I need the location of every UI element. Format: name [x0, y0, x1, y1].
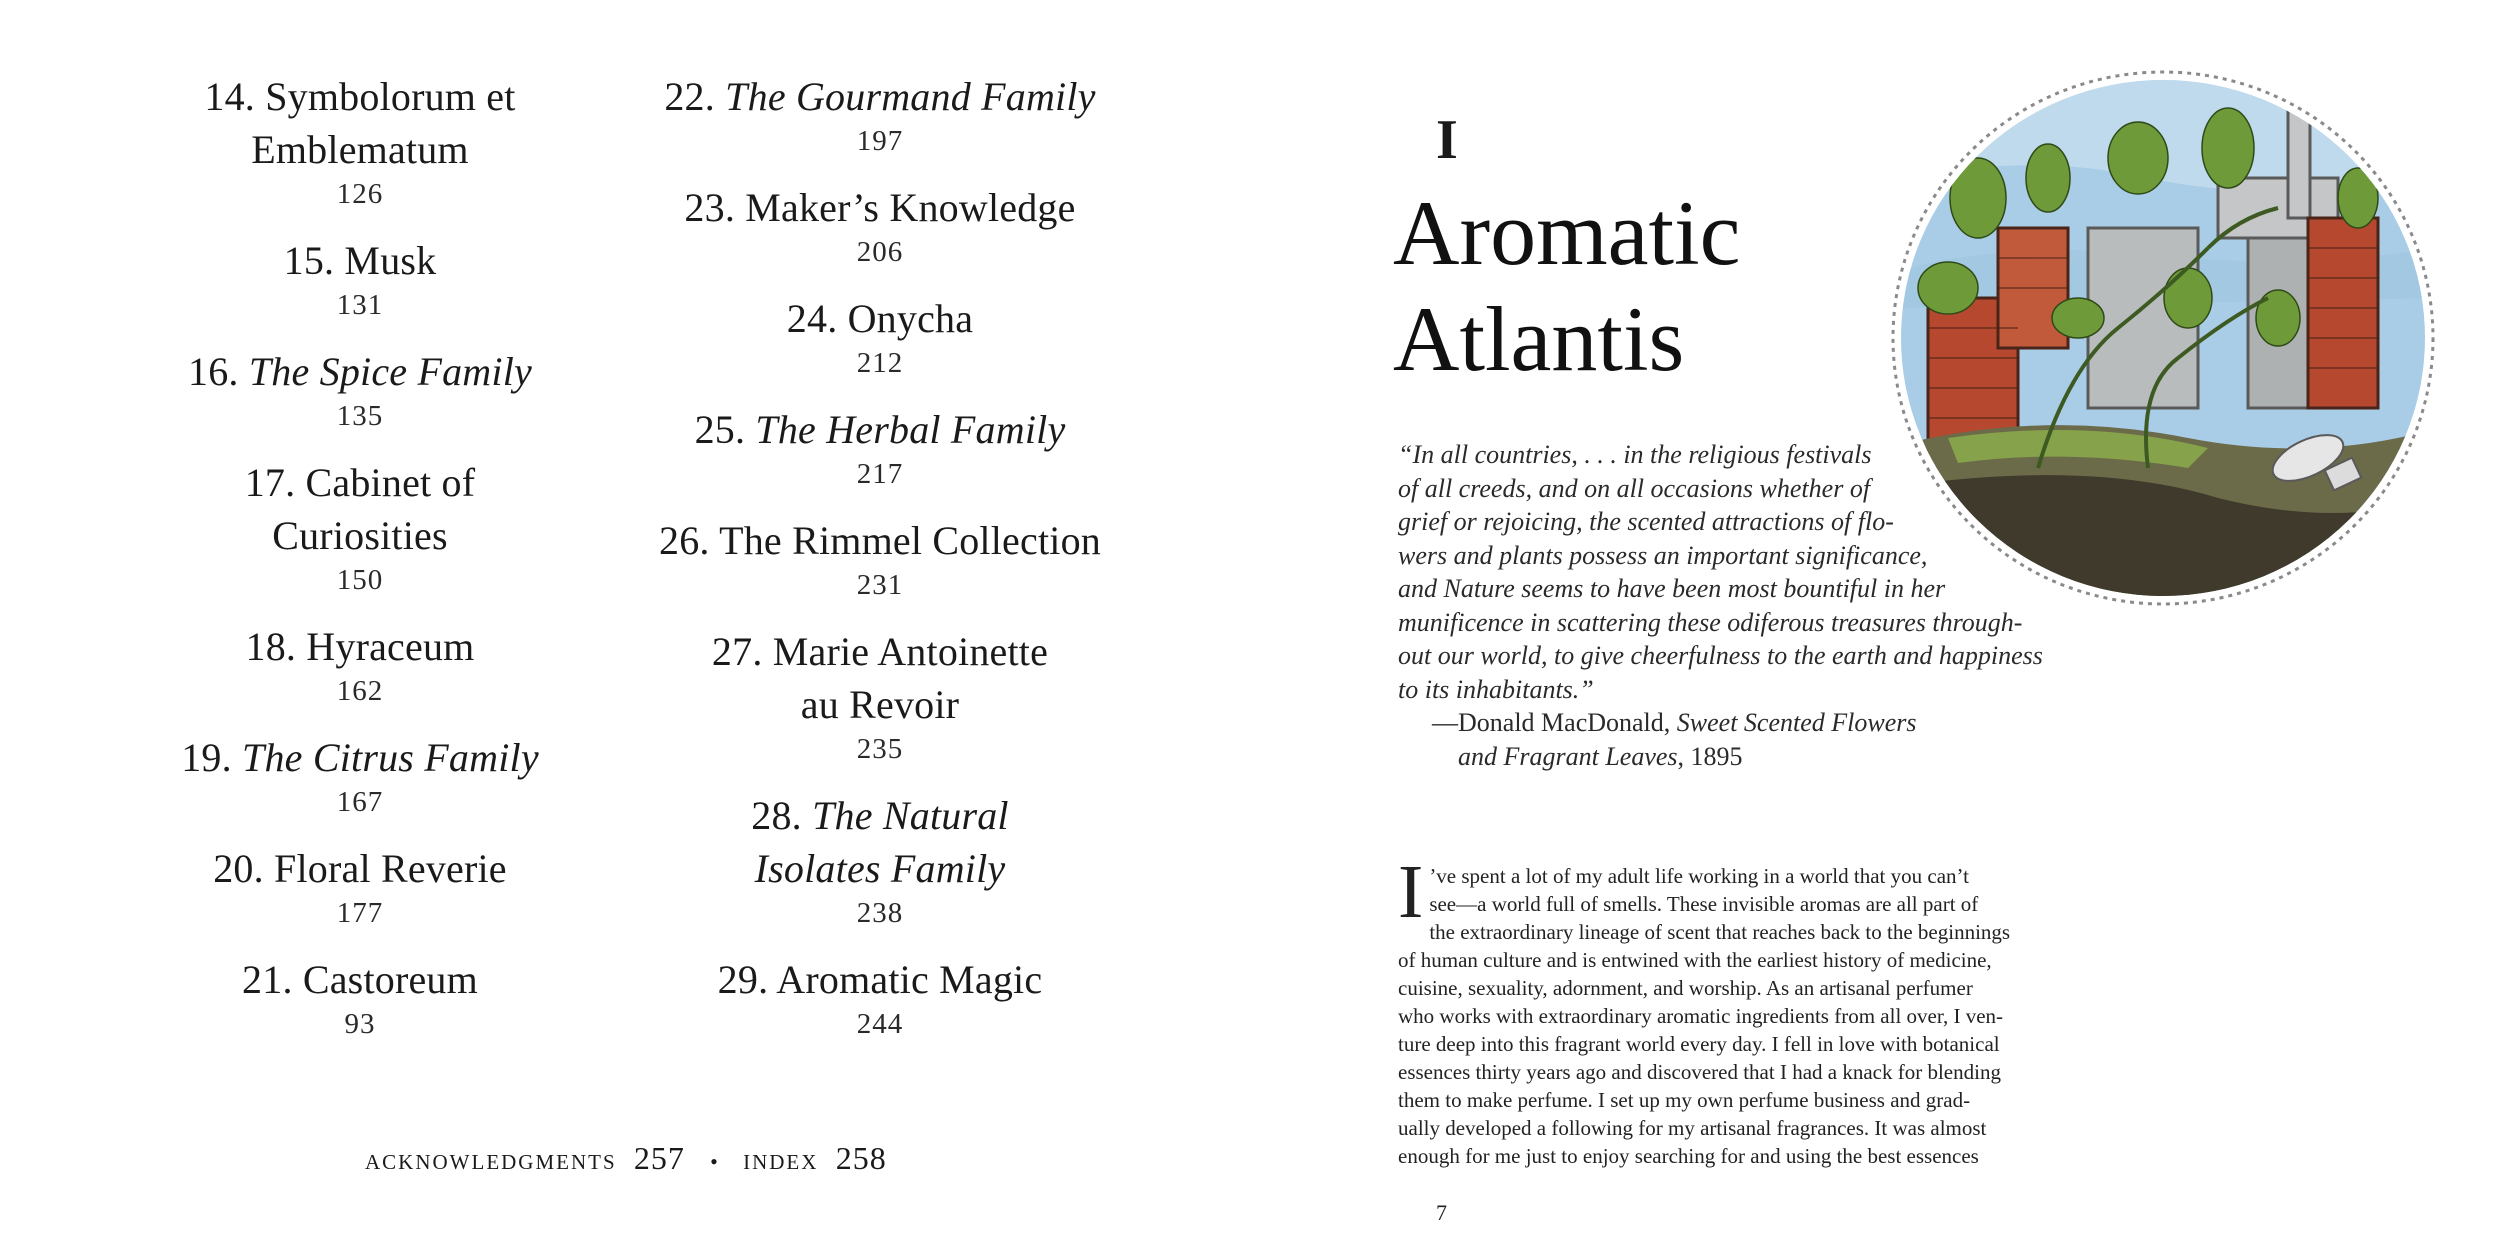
toc-entry-page: 93 — [344, 1008, 376, 1040]
toc-entry-title: 15. Musk — [283, 238, 437, 283]
epigraph-line: of all creeds, and on all occasions whether of — [1398, 473, 1871, 503]
toc-left-column — [100, 70, 620, 1064]
toc-entry-21[interactable] — [100, 953, 620, 1042]
toc-entry-18[interactable] — [100, 620, 620, 709]
toc-entry-title-cont: Isolates Family — [754, 846, 1006, 891]
toc-entry-page: 212 — [856, 347, 904, 379]
toc-entry-number: 22. — [664, 74, 726, 119]
toc-entry-title-cont: Emblematum — [251, 127, 469, 172]
toc-entry-title: The Natural — [812, 793, 1009, 838]
body-line: see—a world full of smells. These invisible aromas are all part of — [1429, 892, 1979, 916]
toc-entry-25[interactable] — [620, 403, 1140, 492]
toc-entry-number: 25. — [694, 407, 756, 452]
toc-entry-title: 21. Castoreum — [242, 957, 478, 1002]
body-line: the extraordinary lineage of scent that reaches back to the beginnings — [1429, 920, 2011, 944]
toc-right-column — [620, 70, 1140, 1064]
toc-entry-title: The Gourmand Family — [725, 74, 1096, 119]
toc-entry-14[interactable] — [100, 70, 620, 212]
body-line: of human culture and is entwined with the earliest history of medicine, — [1398, 948, 1992, 972]
epigraph — [1398, 438, 2058, 773]
toc-entry-22[interactable] — [620, 70, 1140, 159]
body-line: ’ve spent a lot of my adult life working in a world that you can’t — [1429, 864, 1969, 888]
toc-entry-page: 244 — [856, 1008, 904, 1040]
toc-entry-26[interactable] — [620, 514, 1140, 603]
toc-entry-number: 16. — [188, 349, 249, 394]
toc-entry-16[interactable] — [100, 345, 620, 434]
toc-entry-24[interactable] — [620, 292, 1140, 381]
body-line: ually developed a following for my artisanal fragrances. It was almost — [1398, 1116, 1987, 1140]
body-line: cuisine, sexuality, adornment, and worship. As an artisanal perfumer — [1398, 976, 1973, 1000]
toc-entry-title: 24. Onycha — [786, 296, 974, 341]
body-line: them to make perfume. I set up my own perfume business and grad- — [1398, 1088, 1971, 1112]
chapter-title-line2: Atlantis — [1393, 288, 1685, 390]
chapter-body-text — [1398, 850, 2048, 1170]
toc-entry-title-cont: au Revoir — [800, 682, 960, 727]
epigraph-attribution-cont — [1398, 740, 2058, 774]
acknowledgments-page: 257 — [633, 1140, 685, 1176]
toc-footer — [365, 1140, 901, 1177]
toc-entry-title: The Citrus Family — [242, 735, 539, 780]
chapter-number: I — [1436, 109, 1458, 171]
toc-entry-page: 131 — [336, 289, 384, 321]
epigraph-line: “In all countries, . . . in the religious festivals — [1398, 440, 1872, 469]
index-page: 258 — [835, 1140, 887, 1176]
drop-cap: I — [1398, 850, 1424, 934]
toc-entry-page: 217 — [856, 458, 904, 490]
epigraph-line: out our world, to give cheerfulness to the earth and happiness — [1398, 641, 2043, 670]
toc-entry-page: 135 — [336, 400, 384, 432]
chapter-title — [1393, 180, 1913, 392]
toc-entry-19[interactable] — [100, 731, 620, 820]
attribution-author: —Donald MacDonald, — [1432, 708, 1677, 737]
acknowledgments-link[interactable]: ACKNOWLEDGMENTS — [365, 1150, 617, 1174]
attribution-title: Sweet Scented Flowers — [1676, 708, 1917, 737]
toc-entry-title: 17. Cabinet of — [244, 460, 476, 505]
attribution-title-cont: and Fragrant Leaves — [1458, 741, 1678, 771]
toc-entry-page: 126 — [336, 178, 384, 210]
toc-entry-page: 167 — [336, 786, 384, 818]
toc-entry-27[interactable] — [620, 625, 1140, 767]
body-line: ture deep into this fragrant world every day. I fell in love with botanical — [1398, 1032, 2000, 1056]
body-line: who works with extraordinary aromatic ingredients from all over, I ven- — [1398, 1004, 2004, 1028]
epigraph-line: to its inhabitants.” — [1398, 674, 1594, 704]
toc-entry-title-cont: Curiosities — [272, 513, 448, 558]
toc-entry-number: 28. — [751, 793, 813, 838]
toc-entry-page: 197 — [856, 125, 904, 157]
toc-entry-29[interactable] — [620, 953, 1140, 1042]
toc-entry-title: 26. The Rimmel Collection — [659, 518, 1101, 563]
toc-entry-page: 177 — [336, 897, 384, 929]
attribution-year: , 1895 — [1677, 741, 1743, 771]
body-line: essences thirty years ago and discovered that I had a knack for blending — [1398, 1060, 2001, 1084]
toc-entry-page: 231 — [856, 569, 904, 601]
toc-entry-title: 27. Marie Antoinette — [711, 629, 1049, 674]
toc-entry-title: The Spice Family — [248, 349, 532, 394]
toc-entry-23[interactable] — [620, 181, 1140, 270]
toc-entry-title: 14. Symbolorum et — [204, 74, 516, 119]
toc-entry-page: 206 — [856, 236, 904, 268]
epigraph-line: grief or rejoicing, the scented attractions of flo- — [1398, 507, 1894, 536]
epigraph-line: and Nature seems to have been most bountiful in her — [1398, 574, 1946, 603]
epigraph-line: munificence in scattering these odiferous treasures through- — [1398, 607, 2023, 637]
epigraph-attribution — [1398, 706, 2058, 740]
toc-entry-title: 18. Hyraceum — [245, 624, 475, 669]
toc-entry-title: 29. Aromatic Magic — [717, 957, 1043, 1002]
chapter-title-line1: Aromatic — [1393, 182, 1741, 284]
toc-entry-page: 238 — [856, 897, 904, 929]
index-link[interactable]: INDEX — [743, 1150, 819, 1174]
toc-entry-20[interactable] — [100, 842, 620, 931]
toc-entry-title: 23. Maker’s Knowledge — [684, 185, 1076, 230]
toc-entry-15[interactable] — [100, 234, 620, 323]
toc-entry-number: 19. — [181, 735, 243, 780]
toc-entry-page: 162 — [336, 675, 384, 707]
toc-entry-title: 20. Floral Reverie — [213, 846, 507, 891]
footer-separator: • — [710, 1149, 720, 1174]
toc-entry-17[interactable] — [100, 456, 620, 598]
toc-entry-page: 150 — [336, 564, 384, 596]
epigraph-line: wers and plants possess an important significance, — [1398, 540, 1928, 570]
toc-entry-title: The Herbal Family — [755, 407, 1066, 452]
page-number: 7 — [1436, 1200, 1447, 1225]
toc-entry-28[interactable] — [620, 789, 1140, 931]
toc-entry-page: 235 — [856, 733, 904, 765]
body-line: enough for me just to enjoy searching for and using the best essences — [1398, 1144, 1979, 1168]
